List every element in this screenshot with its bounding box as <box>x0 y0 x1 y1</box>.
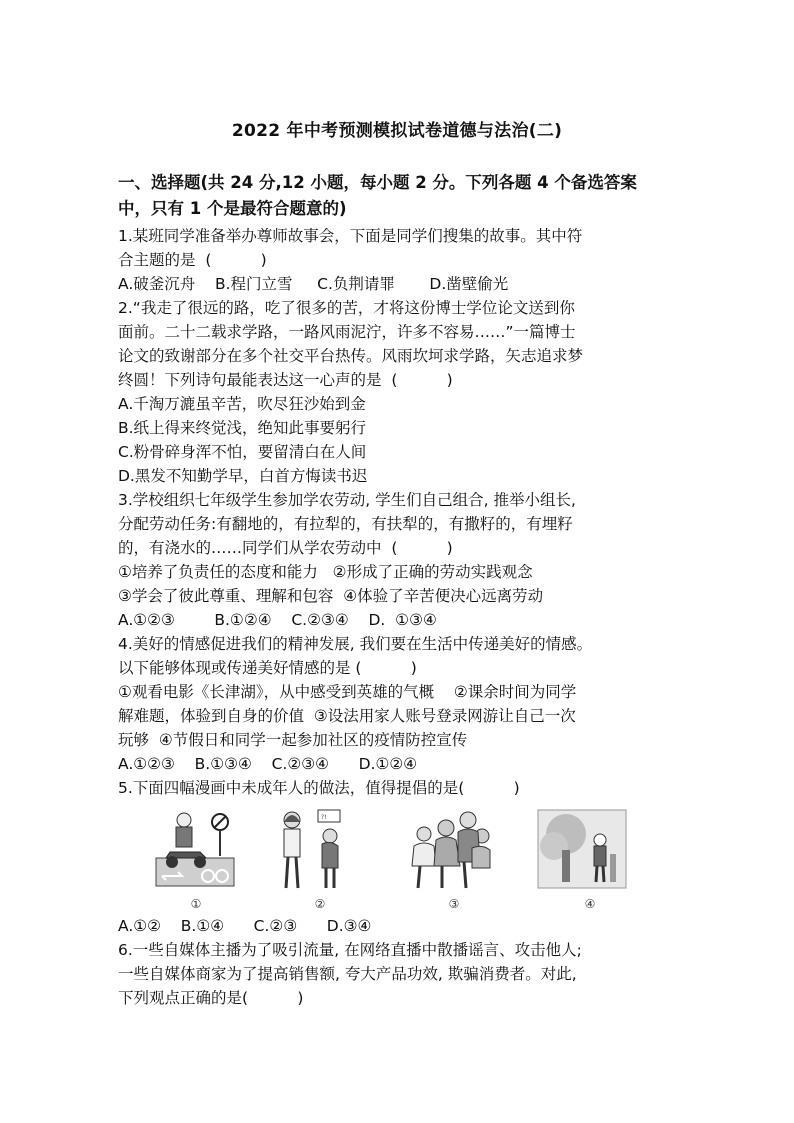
question-line: 解难题，体验到自身的价值 ③设法用家人账号登录网游让自己一次 <box>118 707 576 725</box>
question-line: 1.某班同学准备举办尊师故事会，下面是同学们搜集的故事。其中符 <box>118 227 583 245</box>
question-line: 论文的致谢部分在多个社交平台热传。风雨坎坷求学路，矢志追求梦 <box>118 347 584 365</box>
question-6 <box>118 938 684 1010</box>
question-line: ③学会了彼此尊重、理解和包容 ④体验了辛苦便决心远离劳动 <box>118 587 544 605</box>
question-line: 以下能够体现或传递美好情感的是 ( ) <box>118 659 417 677</box>
section-heading <box>118 170 684 222</box>
cartoon-1-caption: ① <box>190 897 202 911</box>
question-line: 5.下面四幅漫画中未成年人的做法，值得提倡的是( ) <box>118 779 520 797</box>
svg-text:?!: ?! <box>321 814 327 821</box>
cartoon-2-teacher-student-image <box>264 806 360 894</box>
question-4 <box>118 632 684 776</box>
question-1 <box>118 224 684 296</box>
option-a: A.千淘万漉虽辛苦，吹尽狂沙始到金 <box>118 395 366 413</box>
question-line: 面前。二十二载求学路，一路风雨泥泞，许多不容易……”一篇博士 <box>118 323 576 341</box>
question-line: 下列观点正确的是( ) <box>118 989 304 1007</box>
option-b: B.纸上得来终觉浅，绝知此事要躬行 <box>118 419 367 437</box>
cartoon-4-tree-image <box>534 806 630 894</box>
cartoon-2-caption: ② <box>314 897 326 911</box>
question-3 <box>118 488 684 632</box>
cartoon-3-group-image <box>402 806 498 894</box>
question-line: 3.学校组织七年级学生参加学农劳动, 学生们自己组合, 推举小组长, <box>118 491 576 509</box>
cartoon-1-scooter-image <box>148 806 244 894</box>
cartoon-strip <box>118 806 684 912</box>
question-options: A.①②③ B.①②④ C.②③④ D. ①③④ <box>118 611 437 629</box>
question-options: A.破釜沉舟 B.程门立雪 C.负荆请罪 D.凿壁偷光 <box>118 275 509 293</box>
question-line: ①培养了负责任的态度和能力 ②形成了正确的劳动实践观念 <box>118 563 533 581</box>
question-line: ①观看电影《长津湖》，从中感受到英雄的气概 ②课余时间为同学 <box>118 683 577 701</box>
option-d: D.黑发不知勤学早，白首方悔读书迟 <box>118 467 368 485</box>
page-title: 2022 年中考预测模拟试卷道德与法治(二) <box>231 121 563 141</box>
question-2 <box>118 296 684 488</box>
question-line: 终圆！下列诗句最能表达这一心声的是 ( ) <box>118 371 453 389</box>
question-line: 合主题的是 ( ) <box>118 251 267 269</box>
section-line: 中，只有 1 个是最符合题意的) <box>118 199 347 218</box>
question-line: 6.一些自媒体主播为了吸引流量, 在网络直播中散播谣言、攻击他人; <box>118 941 582 959</box>
question-5 <box>118 776 684 938</box>
question-line: 玩够 ④节假日和同学一起参加社区的疫情防控宣传 <box>118 731 468 749</box>
option-c: C.粉骨碎身浑不怕，要留清白在人间 <box>118 443 367 461</box>
section-line: 一、选择题(共 24 分,12 小题，每小题 2 分。下列各题 4 个备选答案 <box>118 173 637 192</box>
question-line: 4.美好的情感促进我们的精神发展, 我们要在生活中传递美好的情感。 <box>118 635 593 653</box>
question-options: A.①②③ B.①③④ C.②③④ D.①②④ <box>118 755 418 773</box>
cartoon-3-caption: ③ <box>448 897 460 911</box>
exam-content <box>118 170 684 1010</box>
question-line: 的，有浇水的……同学们从学农劳动中 ( ) <box>118 539 453 557</box>
question-line: 一些自媒体商家为了提高销售额, 夸大产品功效, 欺骗消费者。对此, <box>118 965 577 983</box>
cartoon-4-caption: ④ <box>584 897 596 911</box>
question-options: A.①② B.①④ C.②③ D.③④ <box>118 917 372 935</box>
question-line: 2.“我走了很远的路，吃了很多的苦，才将这份博士学位论文送到你 <box>118 299 575 317</box>
question-line: 分配劳动任务:有翻地的，有拉犁的，有扶犁的，有撒籽的，有埋籽 <box>118 515 573 533</box>
